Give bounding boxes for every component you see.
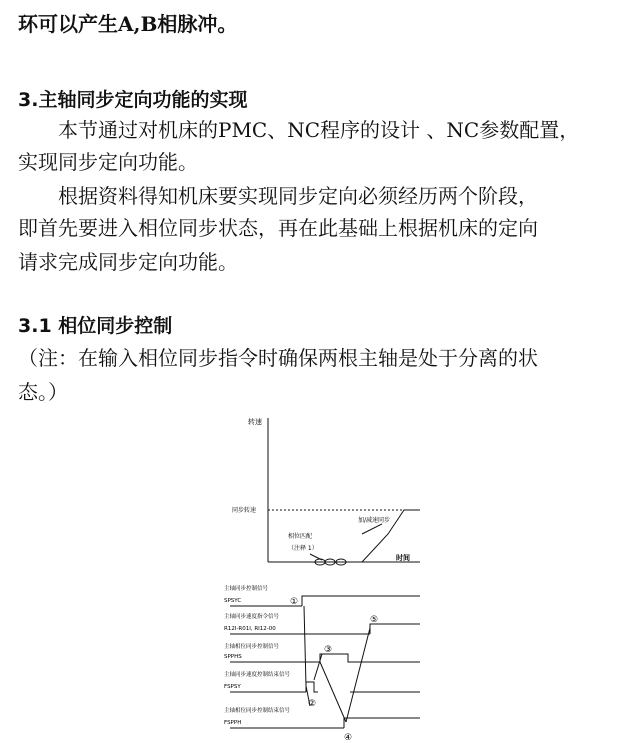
signal-name: 主轴相位同步控制结束信号 [224, 708, 291, 714]
paragraph-1-line-2: 实现同步定向功能。 [18, 150, 198, 174]
accel-label: 加/减速同步 [358, 517, 391, 524]
signal-name: 主轴同步速度指令信号 [224, 614, 280, 620]
y-axis-label: 转速 [248, 418, 262, 426]
paragraph-2-line-2: 即首先要进入相位同步状态，再在此基础上根据机床的定向 [18, 216, 538, 240]
x-axis-label: 时间 [396, 554, 410, 562]
paragraph-1-line-1: 本节通过对机床的PMC、NC程序的设计 、NC参数配置， [58, 118, 580, 142]
marker-2: ② [308, 699, 317, 709]
marker-4: ④ [344, 733, 353, 743]
signal-code: SPPHS [224, 654, 242, 660]
signal-code: FSPPH [224, 720, 242, 726]
section-heading-3: 3.主轴同步定向功能的实现 [18, 89, 248, 111]
timing-diagram [210, 410, 440, 743]
signal-code: R12I-R01I, RI12-00 [224, 626, 276, 632]
signal-code: SPSYC [224, 598, 242, 604]
note1-label: （注释 1） [288, 545, 318, 552]
paragraph-2-line-3: 请求完成同步定向功能。 [18, 250, 238, 274]
marker-5: ⑤ [370, 615, 379, 625]
signal-name: 主轴相位同步控制信号 [224, 644, 280, 650]
marker-1: ① [290, 597, 299, 607]
text-line-1: 环可以产生A,B相脉冲。 [18, 12, 238, 36]
note-line-1: （注：在输入相位同步指令时确保两根主轴是处于分离的状 [18, 346, 538, 370]
paragraph-2-line-1: 根据资料得知机床要实现同步定向必须经历两个阶段， [58, 184, 538, 208]
phase-match-label: 相位匹配 [288, 533, 313, 540]
marker-3: ③ [324, 645, 333, 655]
section-heading-3-1: 3.1 相位同步控制 [18, 315, 173, 337]
signal-name: 主轴同步控制信号 [224, 586, 269, 592]
sync-speed-label: 同步转速 [232, 507, 257, 514]
signal-name: 主轴同步速度控制结束信号 [224, 672, 291, 678]
note-line-2: 态。） [18, 380, 68, 404]
signal-code: FSPSY [224, 684, 241, 690]
